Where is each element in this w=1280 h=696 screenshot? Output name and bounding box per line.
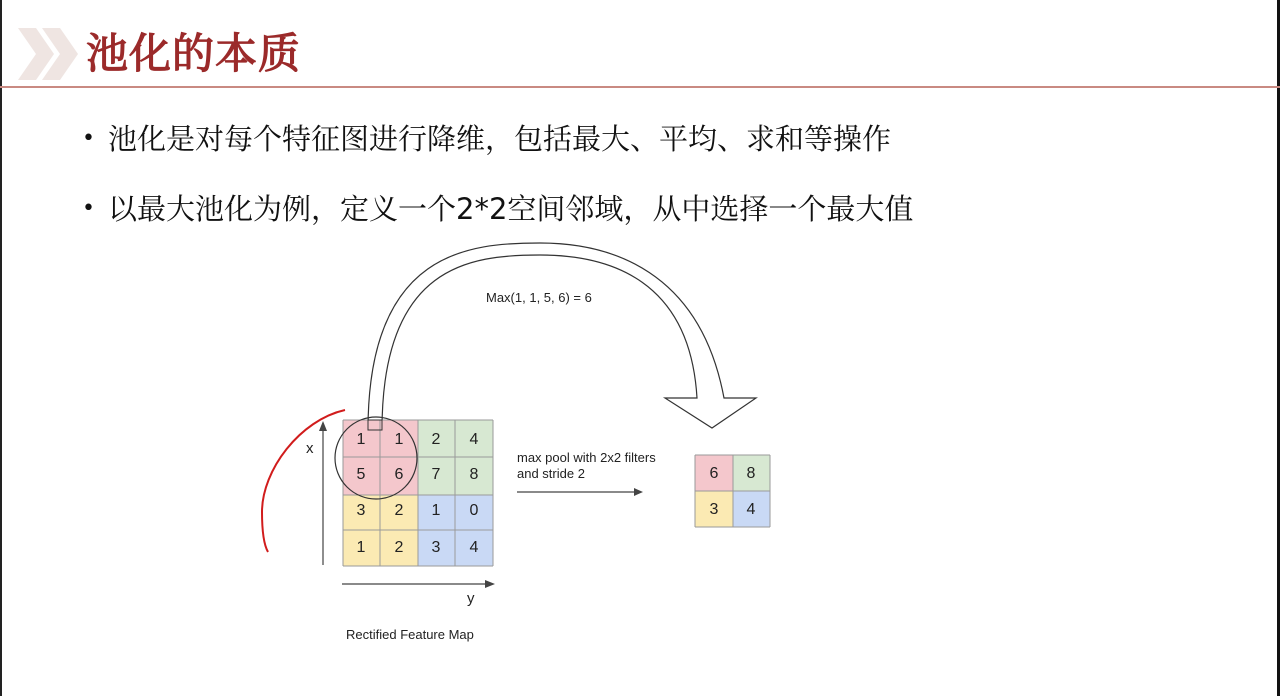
y-axis-arrow-icon <box>342 580 495 588</box>
slide-title: 池化的本质 <box>86 29 302 78</box>
output-cell: 8 <box>746 465 756 482</box>
curved-arrow-icon <box>368 243 756 430</box>
output-cell: 3 <box>709 501 719 518</box>
input-cell: 0 <box>469 502 479 519</box>
bullet-dot-icon: • <box>82 196 95 221</box>
input-cell: 3 <box>356 502 366 519</box>
input-cell: 5 <box>356 466 366 483</box>
output-feature-map <box>695 455 770 527</box>
input-cell: 2 <box>394 502 404 519</box>
bullet-dot-icon: • <box>82 126 95 151</box>
x-axis-arrow-icon <box>319 421 327 565</box>
input-cell: 8 <box>469 466 479 483</box>
x-axis-label: x <box>306 440 314 457</box>
input-cell: 1 <box>356 431 366 448</box>
input-cell: 1 <box>394 431 404 448</box>
pool-arrow-icon <box>517 488 643 496</box>
input-cell: 7 <box>431 466 441 483</box>
input-cell: 1 <box>431 502 441 519</box>
input-cell: 4 <box>469 431 479 448</box>
input-cell: 3 <box>431 539 441 556</box>
map-caption: Rectified Feature Map <box>346 627 474 642</box>
input-cell: 2 <box>394 539 404 556</box>
input-cell: 4 <box>469 539 479 556</box>
hand-drawn-annotation <box>262 410 345 552</box>
bullet-text: 池化是对每个特征图进行降维，包括最大、平均、求和等操作 <box>108 122 892 156</box>
input-cell: 2 <box>431 431 441 448</box>
y-axis-label: y <box>467 590 475 607</box>
pool-caption-line1: max pool with 2x2 filters <box>517 450 656 465</box>
pool-caption-line2: and stride 2 <box>517 466 585 481</box>
input-feature-map <box>343 420 493 566</box>
input-cell: 6 <box>394 466 404 483</box>
bullet-text: 以最大池化为例，定义一个2*2空间邻域，从中选择一个最大值 <box>108 192 914 226</box>
max-label: Max(1, 1, 5, 6) = 6 <box>486 290 592 305</box>
input-cell: 1 <box>356 539 366 556</box>
output-cell: 4 <box>746 501 756 518</box>
output-cell: 6 <box>709 465 719 482</box>
